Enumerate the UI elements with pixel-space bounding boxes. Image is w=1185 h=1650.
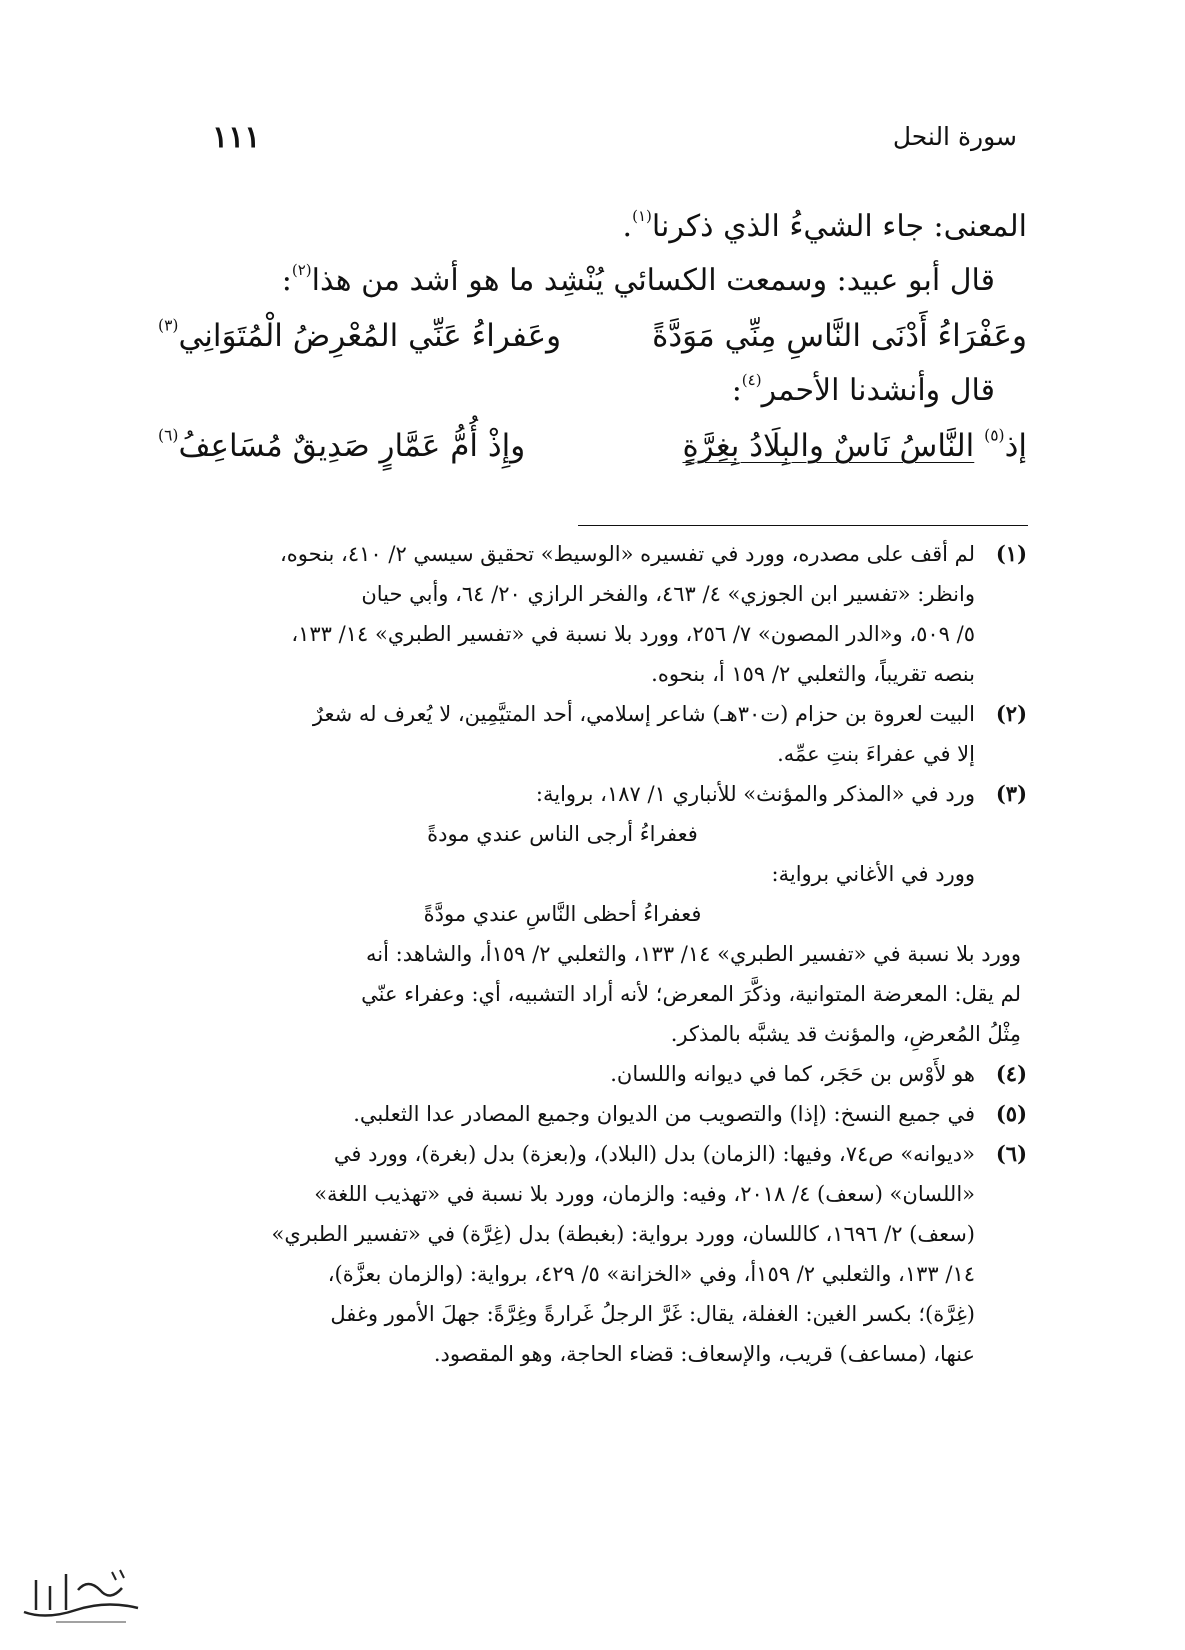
surah-title: سورة النحل	[892, 122, 1017, 151]
footnote-line: وورد بلا نسبة في «تفسير الطبري» ١٤/ ١٣٣، والثعلبي ٢/ ١٥٩أ، والشاهد: أنه	[366, 942, 1021, 966]
footnote-number: (٣)	[995, 781, 1027, 806]
footnote-ref: (٢)	[291, 261, 312, 279]
footnote-3: (٣)ورد في «المذكر والمؤنث» للأنباري ١/ ١٨٧، برواية:	[150, 774, 1027, 814]
footnote-ref: (٦)	[158, 426, 179, 445]
main-text	[150, 200, 1027, 474]
main-line: قال وأنشدنا الأحمر$^{(٤)}$:	[731, 371, 995, 408]
footnote-verse: فعفراءُ أحظى النَّاسِ عندي مودَّةً	[423, 902, 702, 926]
footnote-number: (٢)	[995, 701, 1027, 726]
footnote-ref: (١)	[632, 207, 652, 225]
footnote-line: (سعف) ٢/ ١٦٩٦، كاللسان، وورد برواية: (بغبطة) بدل (غِرَّة) في «تفسير الطبري»	[271, 1222, 975, 1246]
footnote-line: ٥/ ٥٠٩، و«الدر المصون» ٧/ ٢٥٦، وورد بلا نسبة في «تفسير الطبري» ١٤/ ١٣٣،	[291, 622, 975, 646]
footnote-number: (١)	[995, 541, 1027, 566]
footnote-line: مِثْلُ المُعرضِ، والمؤنث قد يشبَّه بالمذكر.	[670, 1022, 1021, 1046]
footnote-line: لم يقل: المعرضة المتوانية، وذكَّرَ المعرض؛ لأنه أراد التشبيه، أي: وعفراء عنّي	[361, 982, 1021, 1006]
footnotes	[150, 534, 1027, 1374]
verse-hemistich-second: وإِذْ أُمُّ عَمَّارٍ صَدِيقٌ مُسَاعِفُ$^{(٦)}$	[158, 426, 526, 464]
footnote-line: (غِرَّة)؛ بكسر الغين: الغفلة، يقال: غَرَّ الرجلُ غَرارةً وغِرَّةً: جهلَ الأمور وغفل	[330, 1302, 975, 1326]
footnote-2: (٢)البيت لعروة بن حزام (ت٣٠هـ) شاعر إسلامي، أحد المتيَّمِين، لا يُعرف له شعرٌ	[150, 694, 1027, 734]
footnote-line: إلا في عفراءَ بنتِ عمِّه.	[777, 742, 975, 766]
library-stamp-logo	[16, 1560, 146, 1630]
footnote-number: (٤)	[995, 1061, 1027, 1086]
footnote-number: (٥)	[995, 1101, 1027, 1126]
footnote-5: (٥)في جميع النسخ: (إذا) والتصويب من الديوان وجميع المصادر عدا الثعلبي.	[150, 1094, 1027, 1134]
footnote-line: وانظر: «تفسير ابن الجوزي» ٤/ ٤٦٣، والفخر الرازي ٢٠/ ٦٤، وأبي حيان	[361, 582, 975, 606]
footnote-ref: (٤)	[741, 371, 762, 389]
footnote-ref: (٥)	[984, 426, 1005, 445]
footnote-line: بنصه تقريباً، والثعلبي ٢/ ١٥٩ أ، بنحوه.	[651, 662, 975, 686]
footnote-6: (٦)«ديوانه» ص٧٤، وفيها: (الزمان) بدل (البلاد)، و(بعزة) بدل (بغرة)، وورد في	[150, 1134, 1027, 1174]
poetry-verse	[150, 308, 1027, 364]
footnote-number: (٦)	[995, 1141, 1027, 1166]
verse-hemistich-second: وعَفراءُ عَنِّي المُعْرِضُ الْمُتَوَانِي$^{(٣)}$	[158, 316, 562, 354]
verse-hemistich-first: إذ$^{(٥)}$ النَّاسُ نَاسٌ والبِلَادُ بِغِرَّةٍ	[682, 426, 1027, 464]
page-number: ١١١	[212, 120, 261, 155]
footnote-line: وورد في الأغاني برواية:	[771, 862, 975, 886]
verse-hemistich-first: وعَفْرَاءُ أَدْنَى النَّاسِ مِنِّي مَوَدَّةً	[652, 318, 1027, 354]
main-line: قال أبو عبيد: وسمعت الكسائي يُنْشِد ما هو أشد من هذا$^{(٢)}$:	[281, 261, 995, 298]
footnote-verse: فعفراءُ أرجى الناس عندي مودةً	[427, 822, 698, 846]
footnote-ref: (٣)	[158, 316, 179, 335]
footnote-line: عنها، (مساعف) قريب، والإسعاف: قضاء الحاجة، وهو المقصود.	[433, 1342, 975, 1366]
footnote-4: (٤)هو لأَوْس بن حَجَر، كما في ديوانه واللسان.	[150, 1054, 1027, 1094]
footnote-line: «اللسان» (سعف) ٤/ ٢٠١٨، وفيه: والزمان، وورد بلا نسبة في «تهذيب اللغة»	[314, 1182, 975, 1206]
main-line: المعنى: جاء الشيءُ الذي ذكرنا$^{(١)}$.	[622, 207, 1027, 244]
footnote-line: ١٤/ ١٣٣، والثعلبي ٢/ ١٥٩أ، وفي «الخزانة» ٥/ ٤٢٩، برواية: (والزمان بعزَّة)،	[327, 1262, 975, 1286]
footnote-separator	[578, 525, 1028, 526]
footnote-1: (١)لم أقف على مصدره، وورد في تفسيره «الوسيط» تحقيق سيسي ٢/ ٤١٠، بنحوه،	[150, 534, 1027, 574]
poetry-verse	[150, 418, 1027, 474]
